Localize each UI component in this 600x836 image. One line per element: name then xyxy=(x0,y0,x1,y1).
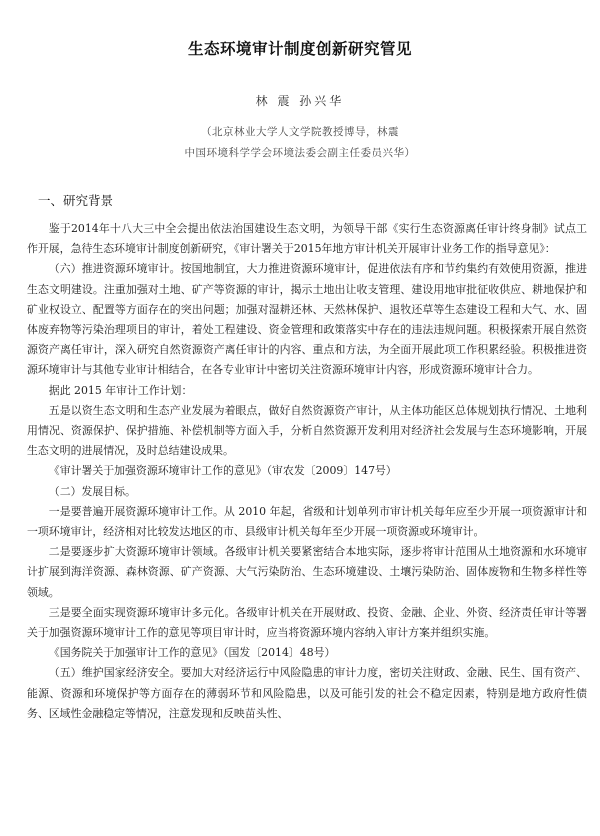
paragraph-6: （二）发展目标。 xyxy=(48,484,136,498)
paragraph-7: 一是要普遍开展资源环境审计工作。从 2010 年起，省级和计划单列市审计机关每年应至少开展一项资源审计和一项环境审计，经济相对比较发达地区的市、县级审计机关每年至少开展一项资源或环境审计。 xyxy=(27,504,587,539)
affiliation-line-2: 中国环境科学学会环境法委会副主任委员兴华） xyxy=(184,147,416,159)
paragraph-8: 二是要逐步扩大资源环境审计领域。各级审计机关要紧密结合本地实际，逐步将审计范围从土地资源和水环境审计扩展到海洋资源、森林资源、矿产资源、大气污染防治、生态环境建设、土壤污染防治、固体废物和生物多样性等领域。 xyxy=(27,545,587,599)
paragraph-3: 据此 2015 年审计工作计划： xyxy=(48,383,193,397)
body-text xyxy=(27,219,587,724)
paper-title: 生态环境审计制度创新研究管见 xyxy=(187,40,412,58)
paragraph-5: 《审计署关于加强资源环境审计工作的意见》（审农发〔2009〕147号） xyxy=(48,464,397,478)
paragraph-4: 五是以资生态文明和生态产业发展为着眼点，做好自然资源资产审计，从主体功能区总体规划执行情况、土地利用情况、资源保护、保护措施、补偿机制等方面入手，分析自然资源开发利用对经济社会发展与生态环境影响，开展生态文明的进展情况，及时总结建设成果。 xyxy=(27,403,587,458)
paragraph-2: （六）推进资源环境审计。按国地制宜，大力推进资源环境审计，促进依法有序和节约集约有效使用资源，推进生态文明建设。注重加强对土地、矿产等资源的审计，揭示土地出让收支管理、建设用地审批征收供应、耕地保护和矿业权设立、配置等方面存在的突出问题；加强对湿耕还林、天然林保护、退牧还草等生态建设工程和大气、水、固体废弃物等污染治理项目的审计，着处工程建设、资金管理和政策落实中存在的违法违规问题。积极探索开展自然资源资产离任审计，深入研究自然资源资产离任审计的内容、重点和方法，为全面开展此项工作积累经验。积极推进资源环境审计与其他专业审计相结合，在各专业审计中密切关注资源环境审计内容，形成资源环境审计合力。 xyxy=(27,262,587,377)
paragraph-9: 三是要全面实现资源环境审计多元化。各级审计机关在开展财政、投资、金融、企业、外资、经济责任审计等署关于加强资源环境审计工作的意见等项目审计时，应当将资源环境内容纳入审计方案并组织实施。 xyxy=(27,605,587,640)
paragraph-11: （五）维护国家经济安全。要加大对经济运行中风险隐患的审计力度，密切关注财政、金融、民生、国有资产、能源、资源和环境保护等方面存在的薄弱环节和风险隐患，以及可能引发的社会不稳定因素，特别是地方政府性债务、区域性金融稳定等情况，注意发现和反映苗头性、 xyxy=(27,666,587,720)
paragraph-1: 鉴于2014年十八大三中全会提出依法治国建设生态文明，为领导干部《实行生态资源离任审计终身制》试点工作开展，急待生态环境审计制度创新研究，《审计署关于2015年地方审计机关开展审计业务工作的指导意见》： xyxy=(27,222,587,256)
affiliation-line-1: （北京林业大学人文学院教授博导，林震 xyxy=(201,126,399,138)
paragraph-10: 《国务院关于加强审计工作的意见》（国发〔2014〕48号） xyxy=(48,646,336,660)
paper-authors: 林 震 孙兴华 xyxy=(255,94,345,108)
section-heading: 一、研究背景 xyxy=(38,193,114,208)
